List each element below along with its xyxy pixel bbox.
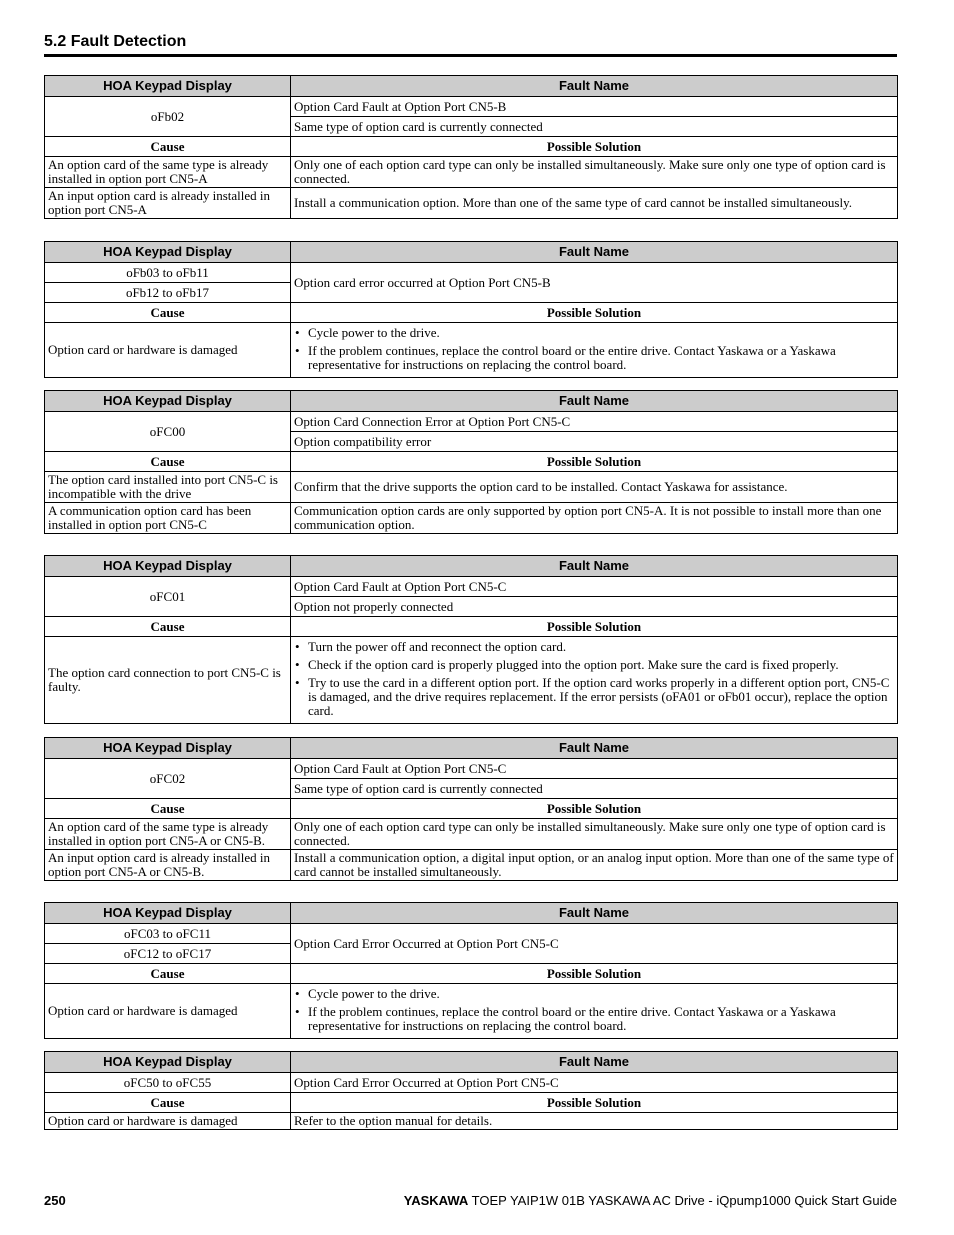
cause-row bbox=[45, 188, 898, 219]
table-header-row bbox=[45, 242, 898, 263]
fault-name: Same type of option card is currently connected bbox=[291, 117, 898, 137]
fault-table bbox=[44, 1051, 898, 1130]
fault-name: Option Card Fault at Option Port CN5-B bbox=[291, 97, 898, 117]
cause-header: Cause bbox=[45, 303, 291, 323]
section-title: 5.2 Fault Detection bbox=[44, 33, 897, 57]
footer-brand: YASKAWA bbox=[403, 1193, 469, 1208]
solution-header: Possible Solution bbox=[291, 137, 898, 157]
display-header: HOA Keypad Display bbox=[45, 76, 291, 97]
cause-row bbox=[45, 323, 898, 378]
solution-list bbox=[291, 637, 898, 724]
cause-header: Cause bbox=[45, 964, 291, 984]
solution-bullet: • Check if the option card is properly plugged into the option port. Make sure the card is fixed properly. bbox=[294, 658, 894, 672]
solution-bullet: • Try to use the card in a different option port. If the option card works properly in a different option port, CN5-C is damaged, and the drive requires replacement. If the error persists (oFA01 or oFb01 occur), replace the option card. bbox=[294, 676, 894, 718]
fault-table bbox=[44, 737, 898, 881]
fault-code: oFb03 to oFb11 bbox=[45, 263, 291, 283]
fault-code: oFC03 to oFC11 bbox=[45, 924, 291, 944]
cause-header-row bbox=[45, 137, 898, 157]
fault-code: oFC01 bbox=[45, 577, 291, 617]
code-row bbox=[45, 1073, 898, 1093]
fault-code: oFC50 to oFC55 bbox=[45, 1073, 291, 1093]
solution-header: Possible Solution bbox=[291, 1093, 898, 1113]
cause-text: Option card or hardware is damaged bbox=[45, 323, 291, 378]
fault-name: Option Card Error Occurred at Option Port CN5-C bbox=[291, 924, 898, 964]
solution-bullets bbox=[294, 987, 894, 1033]
solution-header: Possible Solution bbox=[291, 303, 898, 323]
solution-bullets bbox=[294, 326, 894, 372]
cause-header-row bbox=[45, 1093, 898, 1113]
fault-name-header: Fault Name bbox=[291, 76, 898, 97]
display-header: HOA Keypad Display bbox=[45, 556, 291, 577]
cause-header-row bbox=[45, 303, 898, 323]
fault-name: Option Card Fault at Option Port CN5-C bbox=[291, 759, 898, 779]
fault-name: Same type of option card is currently connected bbox=[291, 779, 898, 799]
fault-code: oFC00 bbox=[45, 412, 291, 452]
fault-name-header: Fault Name bbox=[291, 556, 898, 577]
cause-header: Cause bbox=[45, 452, 291, 472]
fault-name-header: Fault Name bbox=[291, 1052, 898, 1073]
solution-list bbox=[291, 984, 898, 1039]
solution-text: Only one of each option card type can only be installed simultaneously. Make sure only one type of option card is connected. bbox=[291, 819, 898, 850]
footer-doc-title bbox=[404, 1193, 897, 1208]
solution-text: Confirm that the drive supports the option card to be installed. Contact Yaskawa for assistance. bbox=[291, 472, 898, 503]
page-number: 250 bbox=[44, 1193, 66, 1208]
code-row bbox=[45, 412, 898, 432]
cause-text: The option card connection to port CN5-C is faulty. bbox=[45, 637, 291, 724]
code-row bbox=[45, 759, 898, 779]
solution-header: Possible Solution bbox=[291, 799, 898, 819]
cause-row bbox=[45, 1113, 898, 1130]
fault-name-header: Fault Name bbox=[291, 738, 898, 759]
cause-header: Cause bbox=[45, 137, 291, 157]
cause-row bbox=[45, 850, 898, 881]
fault-table bbox=[44, 902, 898, 1039]
solution-bullet: • Cycle power to the drive. bbox=[294, 326, 894, 340]
cause-row bbox=[45, 503, 898, 534]
fault-name-header: Fault Name bbox=[291, 242, 898, 263]
table-header-row bbox=[45, 1052, 898, 1073]
cause-text: An input option card is already installed in option port CN5-A bbox=[45, 188, 291, 219]
display-header: HOA Keypad Display bbox=[45, 903, 291, 924]
fault-name-header: Fault Name bbox=[291, 903, 898, 924]
fault-table bbox=[44, 555, 898, 724]
display-header: HOA Keypad Display bbox=[45, 391, 291, 412]
cause-row bbox=[45, 984, 898, 1039]
fault-table bbox=[44, 75, 898, 219]
code-row bbox=[45, 924, 898, 944]
solution-text: Communication option cards are only supported by option port CN5-A. It is not possible to install more than one communication option. bbox=[291, 503, 898, 534]
solution-header: Possible Solution bbox=[291, 452, 898, 472]
solution-text: Only one of each option card type can only be installed simultaneously. Make sure only one type of option card is connected. bbox=[291, 157, 898, 188]
cause-row bbox=[45, 819, 898, 850]
cause-header: Cause bbox=[45, 1093, 291, 1113]
cause-row bbox=[45, 472, 898, 503]
fault-code: oFC02 bbox=[45, 759, 291, 799]
code-row bbox=[45, 577, 898, 597]
solution-text: Install a communication option, a digital input option, or an analog input option. More than one of the same type of card cannot be installed simultaneously. bbox=[291, 850, 898, 881]
solution-list bbox=[291, 323, 898, 378]
solution-bullet: • Cycle power to the drive. bbox=[294, 987, 894, 1001]
table-header-row bbox=[45, 76, 898, 97]
cause-text: The option card installed into port CN5-C is incompatible with the drive bbox=[45, 472, 291, 503]
fault-name: Option Card Fault at Option Port CN5-C bbox=[291, 577, 898, 597]
table-header-row bbox=[45, 903, 898, 924]
cause-header-row bbox=[45, 617, 898, 637]
fault-name: Option Card Connection Error at Option Port CN5-C bbox=[291, 412, 898, 432]
code-row bbox=[45, 263, 898, 283]
footer-doc: TOEP YAIP1W 01B YASKAWA AC Drive - iQpump1000 Quick Start Guide bbox=[468, 1193, 897, 1208]
cause-header: Cause bbox=[45, 617, 291, 637]
cause-header-row bbox=[45, 964, 898, 984]
cause-text: An option card of the same type is already installed in option port CN5-A or CN5-B. bbox=[45, 819, 291, 850]
fault-name: Option compatibility error bbox=[291, 432, 898, 452]
fault-name: Option card error occurred at Option Port CN5-B bbox=[291, 263, 898, 303]
fault-name-header: Fault Name bbox=[291, 391, 898, 412]
table-header-row bbox=[45, 391, 898, 412]
cause-header-row bbox=[45, 799, 898, 819]
cause-text: Option card or hardware is damaged bbox=[45, 1113, 291, 1130]
table-header-row bbox=[45, 556, 898, 577]
fault-table bbox=[44, 241, 898, 378]
display-header: HOA Keypad Display bbox=[45, 242, 291, 263]
solution-bullet: • Turn the power off and reconnect the option card. bbox=[294, 640, 894, 654]
cause-header: Cause bbox=[45, 799, 291, 819]
cause-header-row bbox=[45, 452, 898, 472]
fault-code: oFC12 to oFC17 bbox=[45, 944, 291, 964]
fault-table bbox=[44, 390, 898, 534]
cause-text: An option card of the same type is already installed in option port CN5-A bbox=[45, 157, 291, 188]
cause-row bbox=[45, 637, 898, 724]
table-header-row bbox=[45, 738, 898, 759]
code-row bbox=[45, 97, 898, 117]
fault-code: oFb12 to oFb17 bbox=[45, 283, 291, 303]
cause-text: An input option card is already installed in option port CN5-A or CN5-B. bbox=[45, 850, 291, 881]
fault-name: Option Card Error Occurred at Option Port CN5-C bbox=[291, 1073, 898, 1093]
fault-code: oFb02 bbox=[45, 97, 291, 137]
cause-text: Option card or hardware is damaged bbox=[45, 984, 291, 1039]
solution-bullet: • If the problem continues, replace the control board or the entire drive. Contact Yaskawa or a Yaskawa representative for instructions on replacing the control board. bbox=[294, 344, 894, 372]
solution-header: Possible Solution bbox=[291, 617, 898, 637]
solution-bullets bbox=[294, 640, 894, 718]
solution-bullet: • If the problem continues, replace the control board or the entire drive. Contact Yaskawa or a Yaskawa representative for instructions on replacing the control board. bbox=[294, 1005, 894, 1033]
cause-row bbox=[45, 157, 898, 188]
display-header: HOA Keypad Display bbox=[45, 738, 291, 759]
fault-name: Option not properly connected bbox=[291, 597, 898, 617]
solution-header: Possible Solution bbox=[291, 964, 898, 984]
display-header: HOA Keypad Display bbox=[45, 1052, 291, 1073]
solution-text: Refer to the option manual for details. bbox=[291, 1113, 898, 1130]
solution-text: Install a communication option. More than one of the same type of card cannot be installed simultaneously. bbox=[291, 188, 898, 219]
cause-text: A communication option card has been installed in option port CN5-C bbox=[45, 503, 291, 534]
